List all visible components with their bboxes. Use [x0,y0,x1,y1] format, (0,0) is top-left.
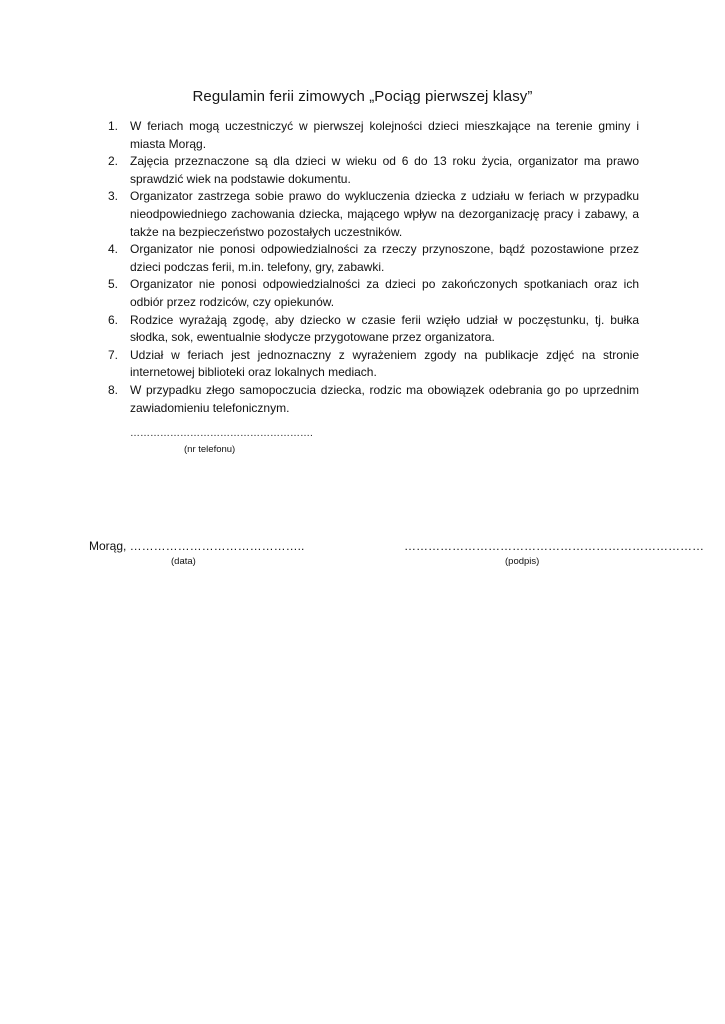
rule-item [96,153,639,188]
rule-text: Organizator zastrzega sobie prawo do wykluczenia dziecka z udziału w feriach w przypadku nieodpowiedniego zachowania dziecka, mającego wpływ na dezorganizację pracy i zabawy, a także na bezpieczeństwo pozostałych uczestników. [130,189,639,239]
phone-number-caption: (nr telefonu) [184,444,236,455]
place-date-field[interactable]: Morąg, …………………………………….. [89,539,305,553]
document-title: Regulamin ferii zimowych „Pociąg pierwszej klasy” [192,88,533,105]
rule-item [96,276,639,311]
rule-item [96,347,639,382]
rule-text: Organizator nie ponosi odpowiedzialności za rzeczy przynoszone, bądź pozostawione przez dzieci podczas ferii, m.in. telefony, gry, zabawki. [130,242,639,274]
rule-item [96,382,639,417]
rule-item [96,312,639,347]
phone-number-field[interactable]: ………………………………………………. [130,428,313,439]
rule-item [96,118,639,153]
rule-text: W feriach mogą uczestniczyć w pierwszej kolejności dzieci mieszkające na terenie gminy i miasta Morąg. [130,119,639,151]
rule-item [96,188,639,241]
rule-number: 4. [108,242,119,257]
signature-field[interactable]: ………………………………………………………………… [404,539,704,553]
rule-number: 7. [108,347,119,362]
rule-number: 3. [108,189,119,204]
rule-number: 2. [108,154,119,169]
rules-list [96,118,639,417]
rule-text: Organizator nie ponosi odpowiedzialności za dzieci po zakończonych spotkaniach oraz ich odbiór przez rodziców, czy opiekunów. [130,277,639,309]
rule-item [96,241,639,276]
rule-number: 6. [108,312,119,327]
signature-caption: (podpis) [505,556,540,567]
rule-number: 8. [108,382,119,397]
rule-number: 1. [108,119,119,133]
rule-number: 5. [108,277,119,292]
rule-text: Udział w feriach jest jednoznaczny z wyrażeniem zgody na publikacje zdjęć na stronie internetowej biblioteki oraz lokalnych mediach. [130,347,639,380]
rule-text: Zajęcia przeznaczone są dla dzieci w wieku od 6 do 13 roku życia, organizator ma prawo sprawdzić wiek na podstawie dokumentu. [130,154,639,186]
rule-text: W przypadku złego samopoczucia dziecka, rodzic ma obowiązek odebrania go po uprzednim zawiadomieniu telefonicznym. [130,382,639,415]
rule-text: Rodzice wyrażają zgodę, aby dziecko w czasie ferii wzięło udział w poczęstunku, tj. bułka słodka, sok, ewentualnie słodycze przygotowane przez organizatora. [130,312,639,345]
date-caption: (data) [171,556,196,567]
